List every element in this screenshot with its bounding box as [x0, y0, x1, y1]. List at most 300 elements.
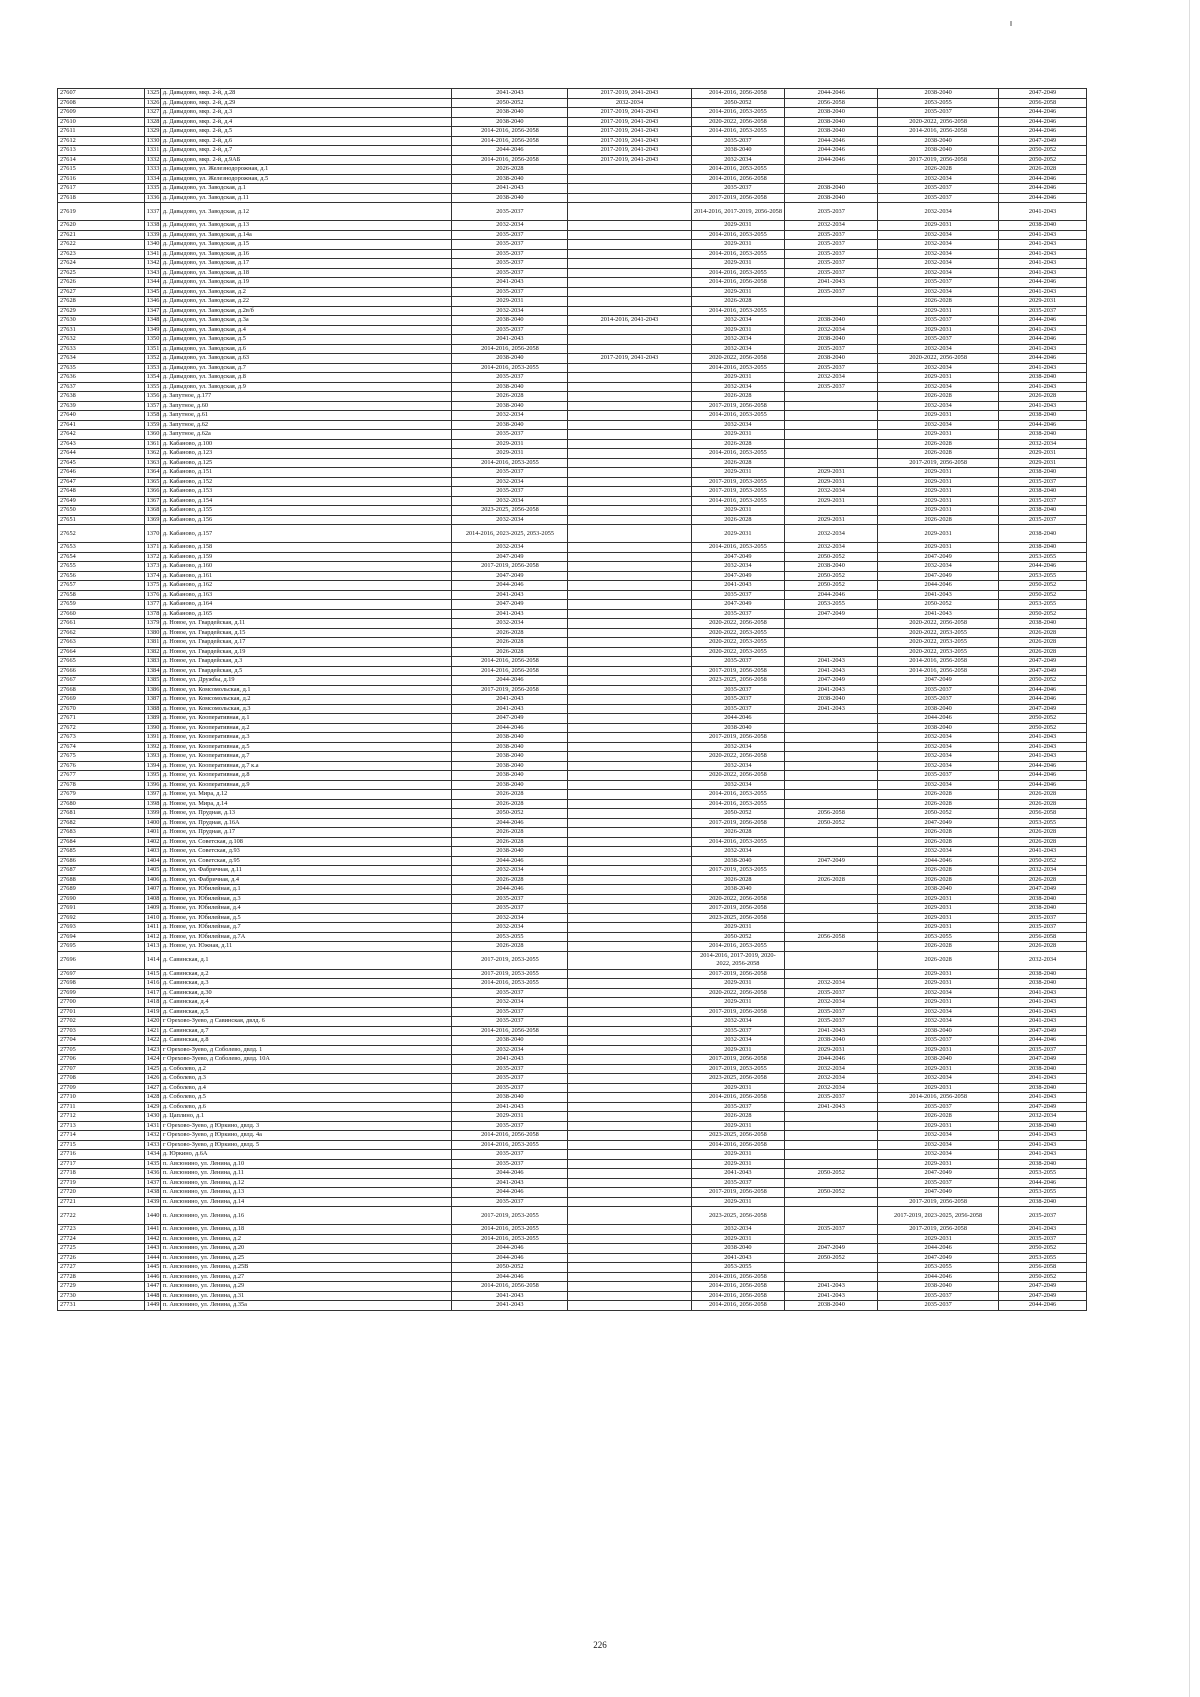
cell-period-3: 2014-2016, 2017-2019, 2056-2058	[691, 203, 785, 221]
cell-record-id: 27698	[58, 979, 145, 989]
cell-record-id: 27632	[58, 335, 145, 345]
cell-period-3: 2023-2025, 2056-2058	[691, 1074, 785, 1084]
cell-period-1: 2038-2040	[452, 174, 568, 184]
cell-period-6: 2029-2031	[999, 297, 1087, 307]
cell-address: д. Юркино, д.6А	[160, 1150, 452, 1160]
cell-period-6: 2053-2055	[999, 818, 1087, 828]
table-row	[58, 240, 1087, 250]
cell-period-1: 2032-2034	[452, 477, 568, 487]
cell-period-2	[568, 430, 691, 440]
cell-record-id: 27705	[58, 1045, 145, 1055]
cell-period-3: 2032-2034	[691, 1036, 785, 1046]
cell-period-5: 2026-2028	[878, 297, 999, 307]
cell-period-4: 2041-2043	[785, 278, 878, 288]
cell-row-number: 1328	[144, 117, 160, 127]
cell-period-2	[568, 1253, 691, 1263]
table-row	[58, 1055, 1087, 1065]
cell-period-4: 2041-2043	[785, 1282, 878, 1292]
table-row	[58, 1064, 1087, 1074]
cell-period-4: 2038-2040	[785, 117, 878, 127]
cell-period-1: 2035-2037	[452, 1159, 568, 1169]
cell-period-6: 2053-2055	[999, 1188, 1087, 1198]
cell-record-id: 27675	[58, 752, 145, 762]
cell-address: д. Савинская, д.2	[160, 969, 452, 979]
cell-period-1: 2047-2049	[452, 552, 568, 562]
cell-period-6: 2032-2034	[999, 951, 1087, 969]
cell-period-2	[568, 818, 691, 828]
cell-address: д. Кабаново, д.100	[160, 439, 452, 449]
cell-row-number: 1412	[144, 932, 160, 942]
cell-period-1: 2035-2037	[452, 287, 568, 297]
cell-record-id: 27723	[58, 1225, 145, 1235]
cell-period-6: 2053-2055	[999, 1169, 1087, 1179]
cell-period-1: 2038-2040	[452, 401, 568, 411]
cell-period-2	[568, 1272, 691, 1282]
cell-address: д. Новое, ул. Гвардейская, д.19	[160, 647, 452, 657]
cell-period-6: 2041-2043	[999, 1017, 1087, 1027]
cell-record-id: 27717	[58, 1159, 145, 1169]
table-row	[58, 695, 1087, 705]
cell-address: д. Давыдово, ул. Заводская, д.2в/б	[160, 306, 452, 316]
cell-period-3: 2041-2043	[691, 581, 785, 591]
cell-period-6: 2035-2037	[999, 515, 1087, 525]
cell-period-3: 2032-2034	[691, 847, 785, 857]
cell-address: д. Давыдово, мкр. 2-й, д.4	[160, 117, 452, 127]
cell-period-4: 2035-2037	[785, 259, 878, 269]
table-body	[58, 89, 1087, 1311]
cell-period-3: 2014-2016, 2053-2055	[691, 837, 785, 847]
cell-address: г Орехово-Зуево, д Соболево, двлд. 10А	[160, 1055, 452, 1065]
cell-address: д. Кабаново, д.161	[160, 571, 452, 581]
cell-period-4: 2044-2046	[785, 89, 878, 99]
cell-record-id: 27656	[58, 571, 145, 581]
cell-row-number: 1420	[144, 1017, 160, 1027]
cell-period-5: 2026-2028	[878, 515, 999, 525]
table-row	[58, 1140, 1087, 1150]
table-row	[58, 875, 1087, 885]
cell-row-number: 1343	[144, 268, 160, 278]
cell-period-6: 2035-2037	[999, 477, 1087, 487]
table-row	[58, 979, 1087, 989]
cell-period-1: 2026-2028	[452, 628, 568, 638]
cell-address: д. Запутное, д.62	[160, 420, 452, 430]
cell-period-2	[568, 1188, 691, 1198]
cell-period-3: 2020-2022, 2053-2055	[691, 628, 785, 638]
cell-period-3: 2035-2037	[691, 590, 785, 600]
cell-period-1: 2014-2016, 2056-2058	[452, 127, 568, 137]
cell-address: д. Давыдово, ул. Заводская, д.11	[160, 193, 452, 203]
cell-period-3: 2020-2022, 2056-2058	[691, 354, 785, 364]
cell-address: д. Новое, ул. Гвардейская, д.3	[160, 657, 452, 667]
cell-period-5: 2053-2055	[878, 98, 999, 108]
cell-period-3: 2026-2028	[691, 439, 785, 449]
cell-period-3: 2038-2040	[691, 146, 785, 156]
cell-period-5: 2020-2022, 2053-2055	[878, 628, 999, 638]
cell-period-6: 2044-2046	[999, 1036, 1087, 1046]
cell-period-6: 2047-2049	[999, 666, 1087, 676]
cell-period-2	[568, 1131, 691, 1141]
cell-record-id: 27714	[58, 1131, 145, 1141]
cell-period-3: 2032-2034	[691, 1225, 785, 1235]
cell-period-5: 2029-2031	[878, 1045, 999, 1055]
cell-period-6: 2026-2028	[999, 790, 1087, 800]
cell-period-4: 2041-2043	[785, 1102, 878, 1112]
cell-period-1: 2041-2043	[452, 1055, 568, 1065]
table-row	[58, 723, 1087, 733]
cell-row-number: 1434	[144, 1150, 160, 1160]
cell-record-id: 27643	[58, 439, 145, 449]
cell-period-4	[785, 647, 878, 657]
cell-period-1: 2014-2016, 2053-2055	[452, 1140, 568, 1150]
cell-period-2	[568, 259, 691, 269]
cell-period-5: 2035-2037	[878, 695, 999, 705]
cell-period-6: 2038-2040	[999, 979, 1087, 989]
cell-period-2	[568, 382, 691, 392]
cell-record-id: 27729	[58, 1282, 145, 1292]
cell-period-3: 2038-2040	[691, 885, 785, 895]
table-row	[58, 278, 1087, 288]
cell-period-2	[568, 174, 691, 184]
cell-record-id: 27716	[58, 1150, 145, 1160]
cell-period-3: 2020-2022, 2053-2055	[691, 638, 785, 648]
cell-period-4	[785, 1178, 878, 1188]
cell-record-id: 27655	[58, 562, 145, 572]
cell-row-number: 1385	[144, 676, 160, 686]
cell-period-5: 2026-2028	[878, 866, 999, 876]
cell-record-id: 27684	[58, 837, 145, 847]
cell-record-id: 27718	[58, 1169, 145, 1179]
cell-period-5: 2026-2028	[878, 439, 999, 449]
page-number: 226	[593, 1640, 607, 1650]
cell-row-number: 1327	[144, 108, 160, 118]
cell-period-6: 2026-2028	[999, 942, 1087, 952]
cell-row-number: 1410	[144, 913, 160, 923]
cell-period-3: 2017-2019, 2053-2055	[691, 1064, 785, 1074]
table-row	[58, 951, 1087, 969]
cell-period-5: 2029-2031	[878, 221, 999, 231]
cell-period-3: 2020-2022, 2056-2058	[691, 117, 785, 127]
cell-period-4	[785, 439, 878, 449]
cell-period-2	[568, 942, 691, 952]
cell-address: д. Новое, ул. Кооперативная, д.7	[160, 752, 452, 762]
cell-address: д. Запутное, д.61	[160, 411, 452, 421]
cell-row-number: 1358	[144, 411, 160, 421]
table-row	[58, 1197, 1087, 1207]
cell-row-number: 1413	[144, 942, 160, 952]
cell-period-3: 2041-2043	[691, 1169, 785, 1179]
cell-record-id: 27704	[58, 1036, 145, 1046]
cell-period-1: 2014-2016, 2053-2055	[452, 1234, 568, 1244]
cell-record-id: 27633	[58, 344, 145, 354]
cell-period-4: 2038-2040	[785, 335, 878, 345]
cell-period-3: 2023-2025, 2056-2058	[691, 676, 785, 686]
cell-address: д. Новое, ул. Кооперативная, д.2	[160, 723, 452, 733]
cell-period-3: 2026-2028	[691, 392, 785, 402]
table-row	[58, 714, 1087, 724]
cell-period-6: 2041-2043	[999, 733, 1087, 743]
cell-record-id: 27659	[58, 600, 145, 610]
cell-period-1: 2044-2046	[452, 676, 568, 686]
cell-period-4: 2029-2031	[785, 496, 878, 506]
table-row	[58, 1282, 1087, 1292]
cell-period-2: 2017-2019, 2041-2043	[568, 146, 691, 156]
cell-record-id: 27637	[58, 382, 145, 392]
cell-period-2	[568, 923, 691, 933]
cell-period-4: 2050-2052	[785, 571, 878, 581]
table-row	[58, 571, 1087, 581]
table-row	[58, 496, 1087, 506]
cell-period-6: 2056-2058	[999, 932, 1087, 942]
cell-address: п. Авсюнино, ул. Ленина, д.25	[160, 1253, 452, 1263]
cell-period-5: 2026-2028	[878, 1112, 999, 1122]
table-row	[58, 1026, 1087, 1036]
cell-period-2: 2017-2019, 2041-2043	[568, 89, 691, 99]
table-row	[58, 657, 1087, 667]
table-row	[58, 742, 1087, 752]
cell-period-3: 2038-2040	[691, 1244, 785, 1254]
cell-period-2: 2032-2034	[568, 98, 691, 108]
cell-period-2	[568, 638, 691, 648]
cell-address: д. Давыдово, мкр. 2-й, д.29	[160, 98, 452, 108]
cell-period-4: 2047-2049	[785, 856, 878, 866]
cell-period-2	[568, 790, 691, 800]
cell-period-5: 2014-2016, 2056-2058	[878, 127, 999, 137]
cell-record-id: 27709	[58, 1083, 145, 1093]
cell-record-id: 27627	[58, 287, 145, 297]
table-row	[58, 449, 1087, 459]
cell-address: д. Кабаново, д.160	[160, 562, 452, 572]
cell-period-4	[785, 1159, 878, 1169]
table-row	[58, 525, 1087, 543]
cell-period-4: 2035-2037	[785, 1225, 878, 1235]
table-row	[58, 335, 1087, 345]
cell-period-5: 2053-2055	[878, 1263, 999, 1273]
cell-period-3: 2029-2031	[691, 468, 785, 478]
cell-address: д. Кабаново, д.125	[160, 458, 452, 468]
cell-record-id: 27683	[58, 828, 145, 838]
cell-period-3: 2014-2016, 2053-2055	[691, 363, 785, 373]
cell-record-id: 27631	[58, 325, 145, 335]
cell-period-5: 2029-2031	[878, 979, 999, 989]
cell-period-6: 2041-2043	[999, 287, 1087, 297]
table-row	[58, 325, 1087, 335]
cell-period-2: 2017-2019, 2041-2043	[568, 117, 691, 127]
cell-period-1: 2038-2040	[452, 742, 568, 752]
cell-record-id: 27692	[58, 913, 145, 923]
table-row	[58, 515, 1087, 525]
cell-row-number: 1387	[144, 695, 160, 705]
cell-period-5: 2047-2049	[878, 571, 999, 581]
table-row	[58, 704, 1087, 714]
table-row	[58, 108, 1087, 118]
cell-period-6: 2044-2046	[999, 780, 1087, 790]
cell-period-5: 2047-2049	[878, 552, 999, 562]
cell-period-5: 2032-2034	[878, 1017, 999, 1027]
table-row	[58, 1188, 1087, 1198]
cell-period-5: 2032-2034	[878, 761, 999, 771]
cell-period-1: 2035-2037	[452, 1121, 568, 1131]
cell-period-6: 2044-2046	[999, 771, 1087, 781]
cell-period-3: 2029-2031	[691, 1197, 785, 1207]
table-row	[58, 1007, 1087, 1017]
cell-period-4: 2032-2034	[785, 487, 878, 497]
cell-row-number: 1355	[144, 382, 160, 392]
cell-period-2	[568, 240, 691, 250]
table-row	[58, 885, 1087, 895]
cell-period-2	[568, 487, 691, 497]
cell-period-5: 2041-2043	[878, 590, 999, 600]
cell-period-5: 2044-2046	[878, 856, 999, 866]
cell-row-number: 1402	[144, 837, 160, 847]
cell-period-5: 2026-2028	[878, 942, 999, 952]
cell-period-6: 2047-2049	[999, 885, 1087, 895]
cell-address: д. Давыдово, ул. Заводская, д.19	[160, 278, 452, 288]
cell-period-4	[785, 1197, 878, 1207]
cell-record-id: 27700	[58, 998, 145, 1008]
cell-record-id: 27707	[58, 1064, 145, 1074]
cell-period-2	[568, 1291, 691, 1301]
cell-address: д. Новое, ул. Кооперативная, д.9	[160, 780, 452, 790]
cell-record-id: 27630	[58, 316, 145, 326]
cell-row-number: 1379	[144, 619, 160, 629]
cell-row-number: 1337	[144, 203, 160, 221]
cell-row-number: 1435	[144, 1159, 160, 1169]
cell-period-3: 2014-2016, 2056-2058	[691, 89, 785, 99]
cell-period-4	[785, 1150, 878, 1160]
cell-period-4: 2032-2034	[785, 325, 878, 335]
cell-address: д. Савинская, д.5	[160, 1007, 452, 1017]
cell-record-id: 27642	[58, 430, 145, 440]
cell-period-4: 2035-2037	[785, 988, 878, 998]
cell-period-1: 2047-2049	[452, 714, 568, 724]
table-row	[58, 506, 1087, 516]
cell-period-4: 2029-2031	[785, 477, 878, 487]
cell-period-3: 2053-2055	[691, 1263, 785, 1273]
cell-period-6: 2041-2043	[999, 344, 1087, 354]
cell-period-4	[785, 714, 878, 724]
cell-period-6: 2044-2046	[999, 354, 1087, 364]
cell-period-5: 2035-2037	[878, 316, 999, 326]
cell-period-4: 2032-2034	[785, 543, 878, 553]
cell-period-4: 2035-2037	[785, 1093, 878, 1103]
cell-record-id: 27711	[58, 1102, 145, 1112]
cell-address: д. Новое, ул. Юбилейная, д.5	[160, 913, 452, 923]
cell-period-6: 2050-2052	[999, 1244, 1087, 1254]
cell-row-number: 1338	[144, 221, 160, 231]
cell-period-4: 2041-2043	[785, 685, 878, 695]
cell-period-3: 2014-2016, 2053-2055	[691, 249, 785, 259]
cell-period-1: 2035-2037	[452, 325, 568, 335]
cell-period-5: 2026-2028	[878, 837, 999, 847]
cell-row-number: 1382	[144, 647, 160, 657]
cell-period-2	[568, 885, 691, 895]
cell-period-1: 2032-2034	[452, 515, 568, 525]
cell-period-4: 2035-2037	[785, 382, 878, 392]
cell-period-1: 2029-2031	[452, 297, 568, 307]
cell-period-1: 2032-2034	[452, 496, 568, 506]
cell-period-5: 2029-2031	[878, 411, 999, 421]
cell-row-number: 1369	[144, 515, 160, 525]
cell-period-6: 2047-2049	[999, 1282, 1087, 1292]
cell-period-2	[568, 771, 691, 781]
cell-row-number: 1329	[144, 127, 160, 137]
cell-period-2: 2014-2016, 2041-2043	[568, 316, 691, 326]
cell-record-id: 27651	[58, 515, 145, 525]
cell-period-4: 2050-2052	[785, 581, 878, 591]
cell-row-number: 1432	[144, 1131, 160, 1141]
cell-period-2	[568, 344, 691, 354]
cell-period-5: 2032-2034	[878, 344, 999, 354]
cell-period-1: 2038-2040	[452, 193, 568, 203]
cell-period-1: 2032-2034	[452, 411, 568, 421]
cell-period-5: 2029-2031	[878, 468, 999, 478]
cell-period-2: 2017-2019, 2041-2043	[568, 127, 691, 137]
cell-period-6: 2041-2043	[999, 998, 1087, 1008]
cell-row-number: 1448	[144, 1291, 160, 1301]
cell-row-number: 1442	[144, 1234, 160, 1244]
cell-row-number: 1364	[144, 468, 160, 478]
cell-address: д. Давыдово, ул. Заводская, д.12	[160, 203, 452, 221]
cell-record-id: 27680	[58, 799, 145, 809]
cell-period-5: 2029-2031	[878, 496, 999, 506]
cell-period-4: 2044-2046	[785, 146, 878, 156]
cell-period-2	[568, 477, 691, 487]
cell-period-2	[568, 1159, 691, 1169]
cell-period-1: 2035-2037	[452, 268, 568, 278]
cell-period-4	[785, 1140, 878, 1150]
cell-period-1: 2041-2043	[452, 89, 568, 99]
cell-row-number: 1331	[144, 146, 160, 156]
cell-period-1: 2035-2037	[452, 988, 568, 998]
cell-period-2	[568, 723, 691, 733]
cell-period-4	[785, 837, 878, 847]
cell-period-4: 2026-2028	[785, 875, 878, 885]
cell-period-4	[785, 619, 878, 629]
cell-period-4	[785, 951, 878, 969]
cell-address: д. Кабаново, д.159	[160, 552, 452, 562]
cell-period-2	[568, 619, 691, 629]
cell-period-2	[568, 979, 691, 989]
cell-row-number: 1354	[144, 373, 160, 383]
cell-period-1: 2050-2052	[452, 809, 568, 819]
cell-record-id: 27687	[58, 866, 145, 876]
table-row	[58, 363, 1087, 373]
cell-period-5: 2035-2037	[878, 685, 999, 695]
cell-row-number: 1339	[144, 230, 160, 240]
cell-period-2	[568, 875, 691, 885]
cell-period-2	[568, 335, 691, 345]
cell-row-number: 1366	[144, 487, 160, 497]
cell-period-1: 2038-2040	[452, 354, 568, 364]
cell-period-4	[785, 780, 878, 790]
table-row	[58, 1207, 1087, 1225]
cell-period-6: 2050-2052	[999, 581, 1087, 591]
cell-period-4: 2044-2046	[785, 155, 878, 165]
cell-row-number: 1418	[144, 998, 160, 1008]
cell-period-6: 2053-2055	[999, 600, 1087, 610]
cell-period-6: 2026-2028	[999, 638, 1087, 648]
cell-period-3: 2014-2016, 2053-2055	[691, 799, 785, 809]
cell-period-2	[568, 780, 691, 790]
cell-row-number: 1383	[144, 657, 160, 667]
cell-record-id: 27664	[58, 647, 145, 657]
cell-period-5: 2029-2031	[878, 1159, 999, 1169]
cell-period-4	[785, 165, 878, 175]
cell-period-6: 2032-2034	[999, 439, 1087, 449]
cell-period-2	[568, 837, 691, 847]
cell-period-5: 2029-2031	[878, 430, 999, 440]
cell-record-id: 27629	[58, 306, 145, 316]
